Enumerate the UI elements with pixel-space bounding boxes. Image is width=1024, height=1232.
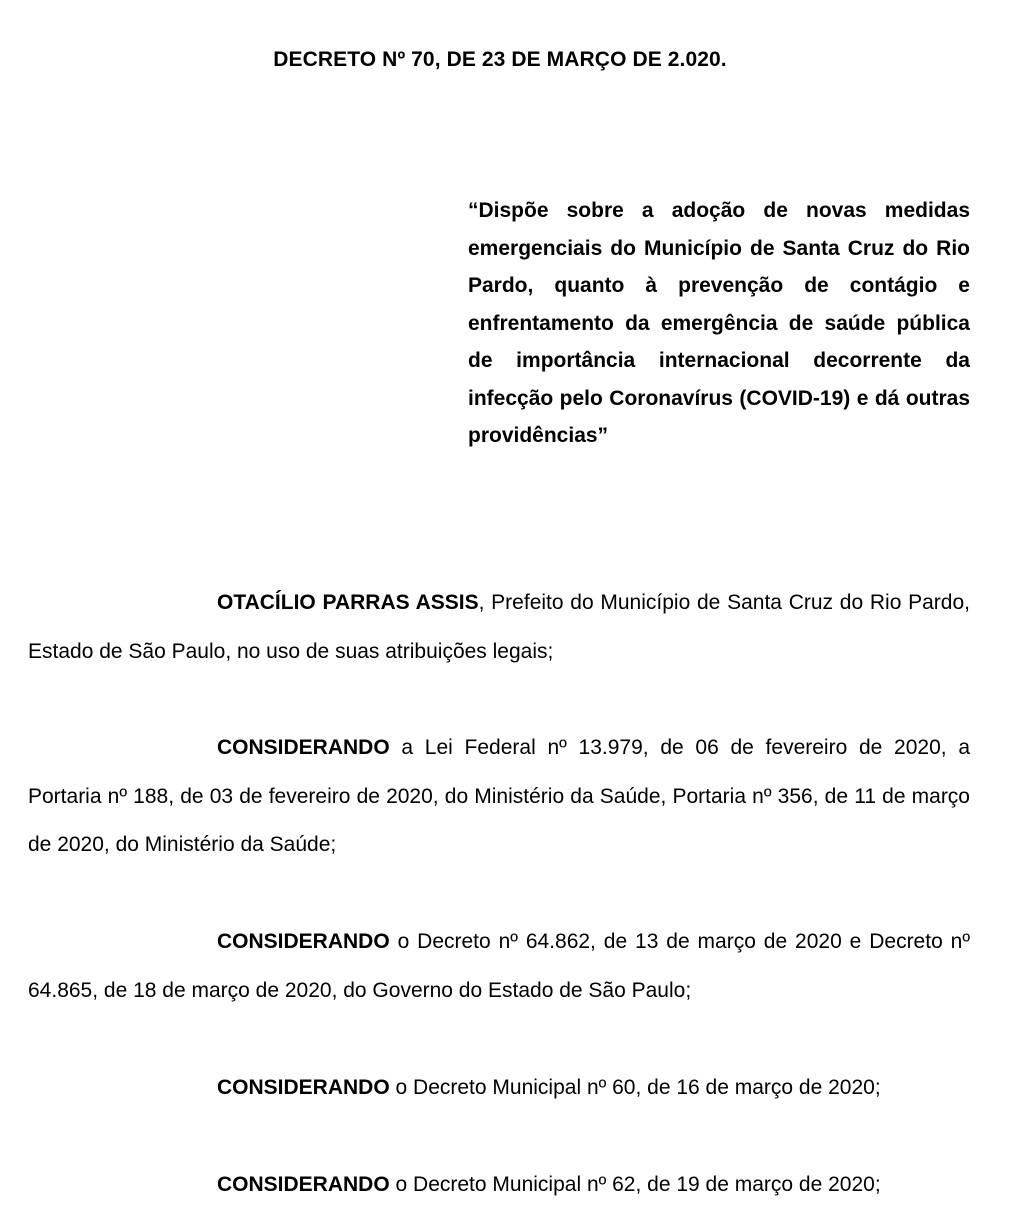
mayor-name: OTACÍLIO PARRAS ASSIS [217,591,479,614]
considering-lead: CONSIDERANDO [217,930,390,953]
preamble-text: , Prefeito do Município de Santa Cruz do Rio Pardo, Estado de São Paulo, no uso de suas atribuições legais; [28,591,970,663]
considering-paragraph-1 [28,724,970,870]
considering-paragraph-4 [28,1161,970,1210]
considering-lead: CONSIDERANDO [217,736,390,759]
considering-paragraph-2 [28,918,970,1015]
considering-lead: CONSIDERANDO [217,1173,390,1196]
considering-text: o Decreto Municipal nº 60, de 16 de março de 2020; [389,1076,881,1099]
considering-text: o Decreto nº 64.862, de 13 de março de 2020 e Decreto nº 64.865, de 18 de março de 2020, do Governo do Estado de São Paulo; [28,930,970,1002]
preamble-paragraph [28,579,970,676]
decree-summary: “Dispõe sobre a adoção de novas medidas emergenciais do Município de Santa Cruz do Rio Pardo, quanto à prevenção de contágio e enfrentamento da emergência de saúde pública de importância internacional decorrente da infecção pelo Coronavírus (COVID-19) e dá outras providências” [468,199,970,447]
considering-text: a Lei Federal nº 13.979, de 06 de fevereiro de 2020, a Portaria nº 188, de 03 de fevereiro de 2020, do Ministério da Saúde, Portaria nº 356, de 11 de março de 2020, do Ministério da Saúde; [28,736,970,856]
considering-lead: CONSIDERANDO [217,1076,390,1099]
considering-text: o Decreto Municipal nº 62, de 19 de março de 2020; [389,1173,881,1196]
decree-title: DECRETO Nº 70, DE 23 DE MARÇO DE 2.020. [273,48,727,71]
considering-paragraph-3 [28,1064,970,1113]
